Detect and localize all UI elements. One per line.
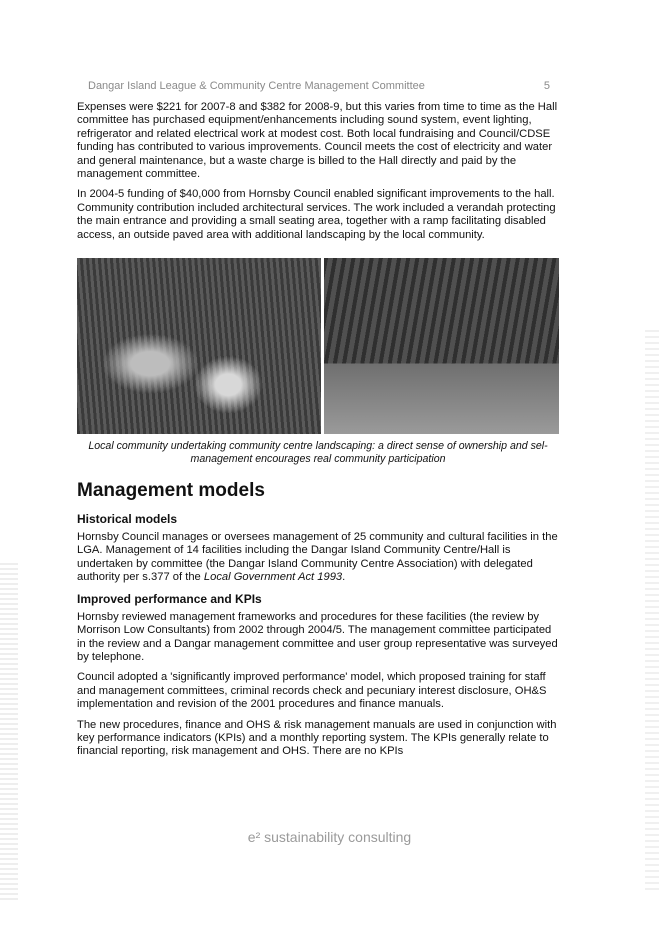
- paragraph-expenses: Expenses were $221 for 2007-8 and $382 for 2008-9, but this varies from time to time as the Hall committee has purchased equipment/enhancements including sound system, event lighting, refrigerator and related electrical work at modest cost. Both local fundraising and Council/CDSE funding has contributed to various improvements. Council meets the cost of electricity and water and general maintenance, but a waste charge is billed to the Hall directly and paid by the management committee.: [77, 101, 558, 181]
- scan-speckle-left: [0, 560, 18, 900]
- landscaping-photo-left: [77, 258, 321, 434]
- improved-paragraph-kpis: The new procedures, finance and OHS & risk management manuals are used in conjunction with key performance indicators (KPIs) and a monthly reporting system. The KPIs generally relate to financial reporting, risk management and OHS. There are no KPIs: [77, 718, 557, 758]
- improved-heading: Improved performance and KPIs: [77, 591, 262, 606]
- section-title: Management models: [77, 480, 265, 502]
- historical-text: Hornsby Council manages or oversees management of 25 community and cultural facilities in the LGA. Management of 14 facilities including the Dangar Island Community Centre/Hall is undertaken by committee (the Dangar Island Community Centre Association) with delegated authority per s.377 of the: [77, 531, 558, 584]
- historical-paragraph: [77, 531, 559, 585]
- scan-speckle-right: [645, 330, 659, 890]
- historical-heading: Historical models: [77, 512, 178, 527]
- improved-paragraph-model: Council adopted a 'significantly improved performance' model, which proposed training for staff and management committees, criminal records check and pecuniary interest disclosure, OH&S implementation and revision of the 2001 procedures and finance manuals.: [77, 671, 547, 711]
- improved-paragraph-review: Hornsby reviewed management frameworks and procedures for these facilities (the review by Morrison Low Consultants) from 2002 through 2004/5. The management committee participated in the review and a Dangar management committee and user group representative was surveyed by telephone.: [77, 610, 558, 663]
- act-name: Local Government Act 1993: [203, 571, 343, 584]
- paragraph-funding: In 2004-5 funding of $40,000 from Hornsby Council enabled significant improvements to the hall. Community contribution included architectural services. The work included a verandah protecting the main entrance and providing a small seating area, together with a ramp facilitating disabled access, an outside paved area with additional landscaping by the local community.: [77, 188, 556, 241]
- historical-text-end: .: [342, 571, 346, 584]
- photo-caption: Local community undertaking community centre landscaping: a direct sense of ownership and sel-management encourages real community participation: [88, 440, 548, 466]
- page-number: 5: [543, 80, 550, 92]
- page-content: [77, 101, 559, 766]
- footer-brand: e² sustainability consulting: [247, 829, 412, 845]
- page-header: [88, 80, 550, 92]
- landscaping-photo-right: [324, 258, 559, 434]
- header-title: Dangar Island League & Community Centre Management Committee: [88, 80, 425, 92]
- photo-row: [77, 258, 559, 434]
